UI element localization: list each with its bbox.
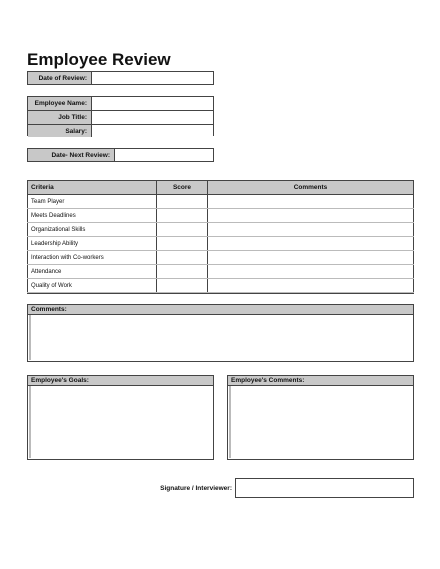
employee-comments-label: Employee's Comments: (228, 376, 413, 386)
employee-goals-textarea[interactable] (29, 386, 212, 458)
employee-goals-label: Employee's Goals: (28, 376, 213, 386)
employee-comments-textarea[interactable] (229, 386, 412, 458)
job-title-label: Job Title: (28, 111, 92, 124)
criteria-cell: Meets Deadlines (28, 209, 157, 223)
score-header: Score (157, 181, 208, 195)
score-cell[interactable] (157, 251, 208, 265)
comments-cell[interactable] (208, 223, 414, 237)
criteria-cell: Team Player (28, 195, 157, 209)
criteria-cell: Leadership Ability (28, 237, 157, 251)
criteria-cell: Quality of Work (28, 279, 157, 293)
table-row (28, 195, 414, 209)
job-title-field[interactable] (92, 111, 213, 124)
comments-label: Comments: (28, 305, 413, 315)
table-row (28, 209, 414, 223)
criteria-cell: Attendance (28, 265, 157, 279)
comments-cell[interactable] (208, 279, 414, 293)
comments-header: Comments (208, 181, 414, 195)
table-row (28, 265, 414, 279)
next-review-group (27, 148, 214, 162)
page-title: Employee Review (27, 50, 171, 69)
date-of-review-group (27, 71, 214, 85)
score-cell[interactable] (157, 195, 208, 209)
table-row (28, 223, 414, 237)
job-title-row (28, 111, 213, 125)
score-cell[interactable] (157, 223, 208, 237)
comments-cell[interactable] (208, 251, 414, 265)
criteria-header-row (28, 181, 414, 195)
salary-label: Salary: (28, 125, 92, 137)
date-of-review-label: Date of Review: (28, 72, 92, 84)
signature-field[interactable] (235, 478, 414, 498)
salary-field[interactable] (92, 125, 213, 137)
criteria-header: Criteria (28, 181, 157, 195)
signature-label: Signature / Interviewer: (160, 485, 232, 492)
employee-name-row (28, 97, 213, 111)
next-review-label: Date- Next Review: (28, 149, 115, 161)
score-cell[interactable] (157, 279, 208, 293)
comments-cell[interactable] (208, 209, 414, 223)
criteria-cell: Organizational Skills (28, 223, 157, 237)
comments-textarea[interactable] (29, 315, 412, 360)
employee-comments-box (227, 375, 414, 460)
employee-goals-box (27, 375, 214, 460)
next-review-field[interactable] (115, 149, 213, 161)
date-of-review-field[interactable] (92, 72, 213, 84)
criteria-cell: Interaction with Co-workers (28, 251, 157, 265)
criteria-table (27, 180, 414, 294)
score-cell[interactable] (157, 209, 208, 223)
employee-info-group (27, 96, 214, 136)
comments-cell[interactable] (208, 237, 414, 251)
employee-name-label: Employee Name: (28, 97, 92, 110)
comments-cell[interactable] (208, 265, 414, 279)
salary-row (28, 125, 213, 137)
comments-box (27, 304, 414, 362)
table-row (28, 279, 414, 293)
employee-name-field[interactable] (92, 97, 213, 110)
score-cell[interactable] (157, 265, 208, 279)
table-row (28, 251, 414, 265)
score-cell[interactable] (157, 237, 208, 251)
comments-cell[interactable] (208, 195, 414, 209)
table-row (28, 237, 414, 251)
